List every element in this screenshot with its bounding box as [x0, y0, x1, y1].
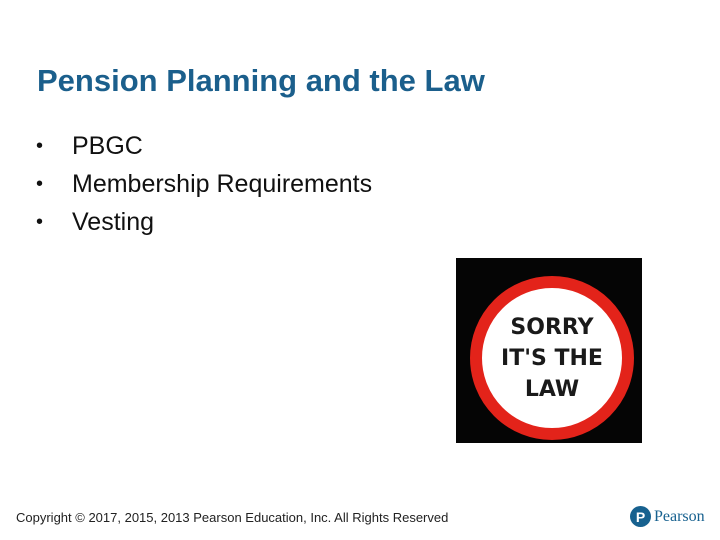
pearson-p-icon: P [630, 506, 651, 527]
bullet-item-membership [36, 165, 372, 203]
sorry-its-the-law-sign-image [456, 258, 642, 443]
slide-title: Pension Planning and the Law [37, 63, 485, 98]
copyright-notice: Copyright © 2017, 2015, 2013 Pearson Education, Inc. All Rights Reserved [16, 510, 449, 525]
bullet-text: Vesting [72, 207, 155, 236]
bullet-item-vesting [36, 203, 372, 241]
pearson-wordmark: Pearson [654, 507, 705, 525]
bullet-list [36, 127, 372, 241]
pearson-logo [630, 506, 705, 527]
bullet-text: PBGC [72, 131, 143, 160]
bullet-marker: • [36, 211, 44, 233]
bullet-item-pbgc [36, 127, 372, 165]
sign-red-circle [470, 276, 634, 440]
sign-line-3: LAW [524, 376, 580, 402]
bullet-marker: • [36, 173, 44, 195]
bullet-marker: • [36, 135, 44, 157]
bullet-text: Membership Requirements [72, 169, 373, 198]
sign-line-2: IT'S THE [501, 345, 603, 371]
sign-line-1: SORRY [510, 314, 594, 340]
